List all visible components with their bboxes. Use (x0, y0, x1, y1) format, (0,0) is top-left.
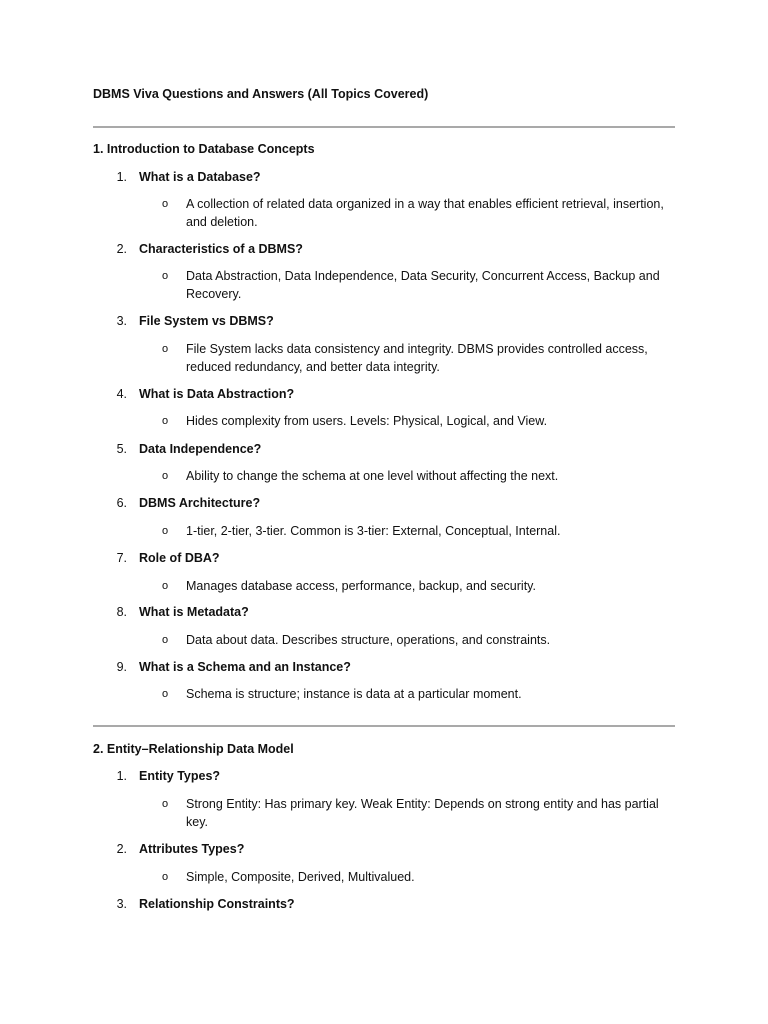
answer: A collection of related data organized in a way that enables efficient retrieval, insertion, and deletion. (186, 197, 664, 229)
item-number: 1. (116, 170, 127, 184)
item-number: 9. (116, 660, 127, 674)
question: What is a Database? (139, 170, 261, 184)
item-number: 5. (116, 442, 127, 456)
item-number: 4. (116, 387, 127, 401)
bullet-icon: o (162, 688, 169, 700)
question: Role of DBA? (139, 551, 220, 565)
horizontal-rule (93, 126, 675, 128)
question: What is a Schema and an Instance? (139, 660, 351, 674)
item-number: 3. (116, 314, 127, 328)
question: Entity Types? (139, 769, 221, 783)
bullet-icon: o (162, 525, 169, 537)
answer: Manages database access, performance, backup, and security. (186, 579, 536, 593)
answer: Data Abstraction, Data Independence, Data Security, Concurrent Access, Backup and Recovery. (186, 269, 660, 301)
answer: Data about data. Describes structure, operations, and constraints. (186, 633, 551, 647)
horizontal-rule (93, 725, 675, 727)
answer: File System lacks data consistency and integrity. DBMS provides controlled access, reduced redundancy, and better data integrity. (186, 342, 648, 374)
item-number: 1. (116, 769, 127, 783)
bullet-icon: o (162, 634, 169, 646)
question: Relationship Constraints? (139, 897, 295, 911)
item-number: 6. (116, 496, 127, 510)
answer: Strong Entity: Has primary key. Weak Entity: Depends on strong entity and has partial key. (186, 797, 659, 829)
bullet-icon: o (162, 580, 169, 592)
question: Characteristics of a DBMS? (139, 242, 303, 256)
answer: Simple, Composite, Derived, Multivalued. (186, 870, 415, 884)
section-heading: 1. Introduction to Database Concepts (93, 142, 315, 156)
answer: Hides complexity from users. Levels: Physical, Logical, and View. (186, 414, 548, 428)
answer: Ability to change the schema at one level without affecting the next. (186, 469, 559, 483)
item-number: 2. (116, 242, 127, 256)
question: Data Independence? (139, 442, 262, 456)
bullet-icon: o (162, 871, 169, 883)
bullet-icon: o (162, 415, 169, 427)
item-number: 3. (116, 897, 127, 911)
question: Attributes Types? (139, 842, 245, 856)
item-number: 8. (116, 605, 127, 619)
question: DBMS Architecture? (139, 496, 261, 510)
bullet-icon: o (162, 470, 169, 482)
item-number: 2. (116, 842, 127, 856)
question: What is Data Abstraction? (139, 387, 295, 401)
question: What is Metadata? (139, 605, 249, 619)
bullet-icon: o (162, 270, 169, 282)
answer: 1-tier, 2-tier, 3-tier. Common is 3-tier: External, Conceptual, Internal. (186, 524, 561, 538)
document-title: DBMS Viva Questions and Answers (All Topics Covered) (93, 87, 429, 101)
section-heading: 2. Entity–Relationship Data Model (93, 742, 294, 756)
answer: Schema is structure; instance is data at a particular moment. (186, 687, 522, 701)
item-number: 7. (116, 551, 127, 565)
question: File System vs DBMS? (139, 314, 274, 328)
bullet-icon: o (162, 343, 169, 355)
bullet-icon: o (162, 798, 169, 810)
bullet-icon: o (162, 198, 169, 210)
